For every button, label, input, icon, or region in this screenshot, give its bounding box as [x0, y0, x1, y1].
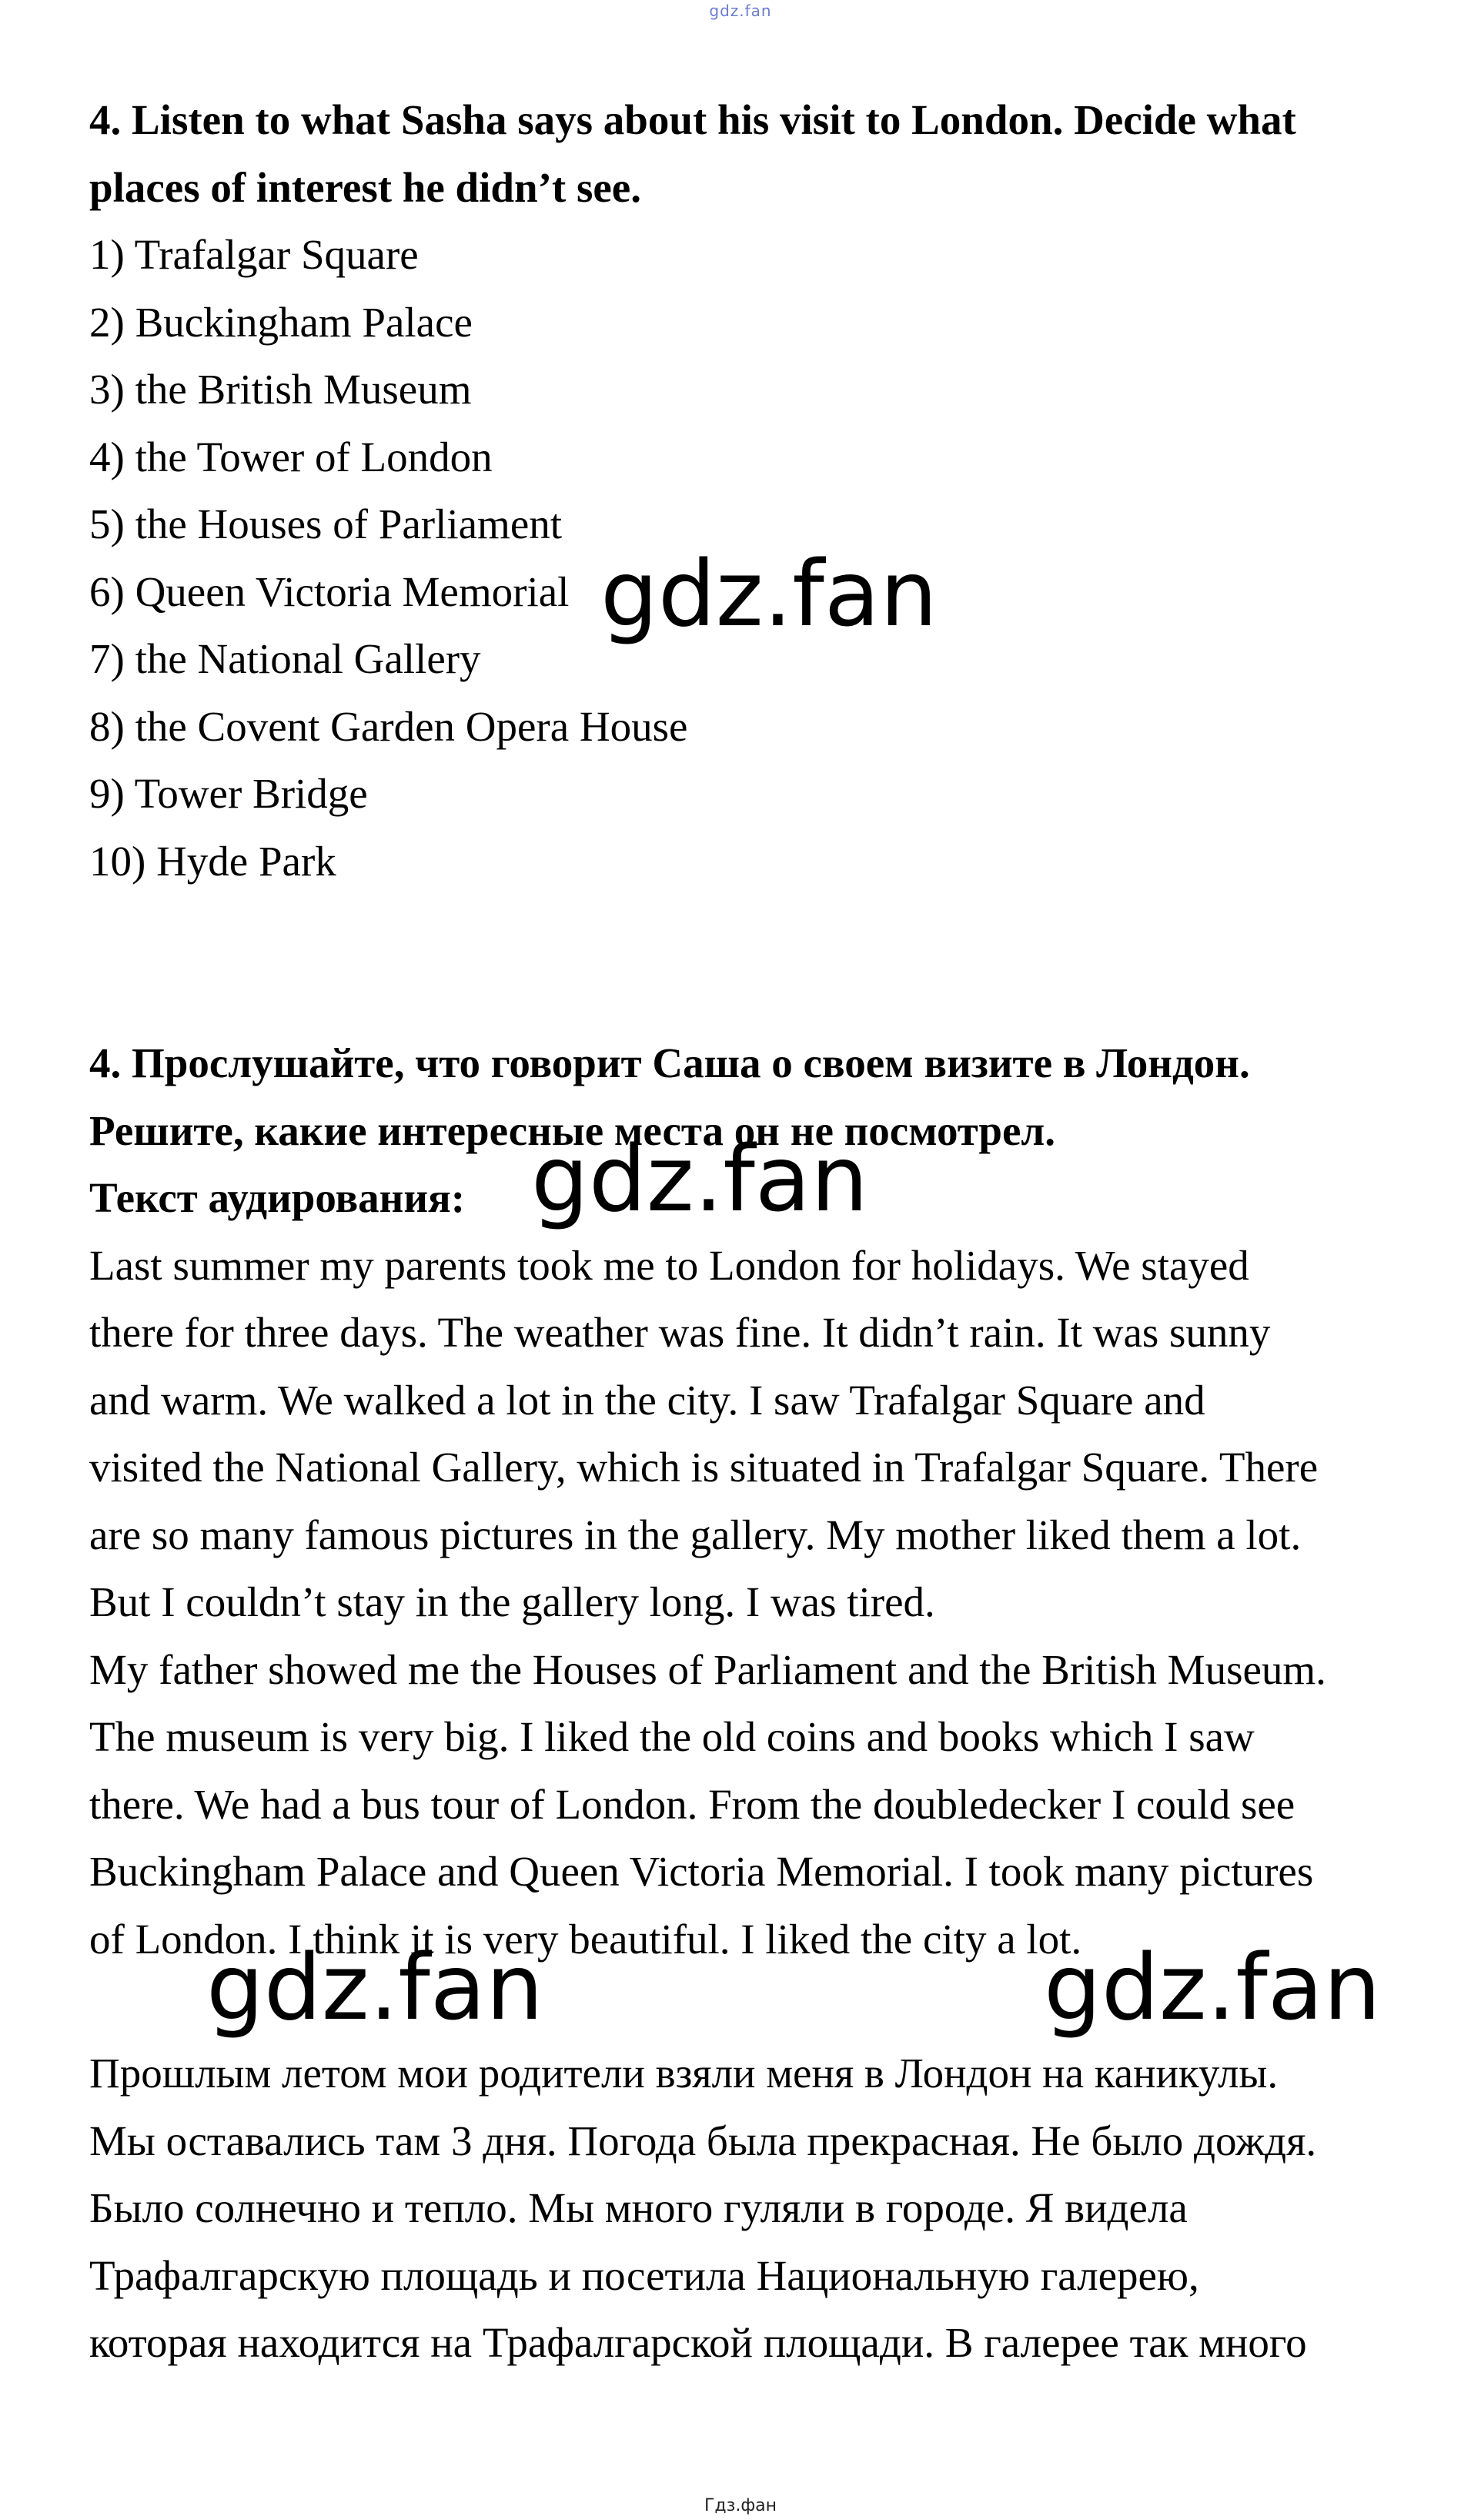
paragraph-line: Last summer my parents took me to London for holidays. We stayed: [89, 1241, 1249, 1289]
list-item: 9) Tower Bridge: [89, 770, 368, 817]
header-watermark: gdz.fan: [709, 2, 772, 20]
list-item: 8) the Covent Garden Opera House: [89, 702, 688, 750]
list-item: 6) Queen Victoria Memorial: [89, 567, 570, 615]
list-item: 2) Buckingham Palace: [89, 298, 473, 346]
task-title-ru-line-1: 4. Прослушайте, что говорит Саша о своем визите в Лондон.: [89, 1039, 1250, 1086]
paragraph-line: Трафалгарскую площадь и посетила Национальную галерею,: [89, 2251, 1199, 2299]
watermark-logo: gdz.fan: [531, 1126, 868, 1232]
paragraph-line: visited the National Gallery, which is situated in Trafalgar Square. There: [89, 1444, 1319, 1491]
audio-text-english: [89, 1232, 1413, 1973]
paragraph-line: there. We had a bus tour of London. From the doubledecker I could see: [89, 1780, 1295, 1828]
list-item: 7) the National Gallery: [89, 635, 481, 682]
task-title-en-line-1: 4. Listen to what Sasha says about his visit to London. Decide what: [89, 96, 1296, 143]
audio-text-label: Текст аудирования:: [89, 1174, 466, 1221]
paragraph-line: Было солнечно и тепло. Мы много гуляли в городе. Я видела: [89, 2184, 1188, 2231]
list-item: 4) the Tower of London: [89, 433, 493, 480]
paragraph-line: are so many famous pictures in the gallery. My mother liked them a lot.: [89, 1511, 1302, 1558]
list-item: 1) Trafalgar Square: [89, 231, 419, 278]
paragraph-line: The museum is very big. I liked the old coins and books which I saw: [89, 1713, 1255, 1760]
task-title-en-line-2: places of interest he didn’t see.: [89, 163, 641, 211]
audio-text-russian: [89, 2040, 1413, 2377]
paragraph-line: there for three days. The weather was fine. It didn’t rain. It was sunny: [89, 1309, 1271, 1356]
list-item: 3) the British Museum: [89, 366, 472, 413]
paragraph-line: My father showed me the Houses of Parliament and the British Museum.: [89, 1645, 1326, 1693]
watermark-logo: gdz.fan: [1044, 1934, 1381, 2040]
watermark-logo: gdz.fan: [206, 1934, 543, 2040]
list-item: 5) the Houses of Parliament: [89, 500, 563, 547]
footer-text: Гдз.фан: [704, 2496, 777, 2515]
paragraph-line: которая находится на Трафалгарской площади. В галерее так много: [89, 2319, 1307, 2366]
paragraph-line: Мы оставались там 3 дня. Погода была прекрасная. Не было дождя.: [89, 2117, 1317, 2164]
paragraph-line: and warm. We walked a lot in the city. I saw Trafalgar Square and: [89, 1376, 1205, 1424]
section-gap: [89, 895, 1413, 1029]
watermark-logo: gdz.fan: [600, 540, 938, 647]
paragraph-line: Прошлым летом мои родители взяли меня в Лондон на каникулы.: [89, 2050, 1279, 2097]
paragraph-line: Buckingham Palace and Queen Victoria Memorial. I took many pictures: [89, 1848, 1314, 1895]
task-title-ru-line-2: Решите, какие интересные места он не посмотрел.: [89, 1106, 1056, 1154]
list-item: 10) Hyde Park: [89, 837, 336, 885]
paragraph-line: But I couldn’t stay in the gallery long. I was tired.: [89, 1578, 935, 1625]
paragraph-line: of London. I think it is very beautiful. I liked the city a lot.: [89, 1915, 1082, 1963]
